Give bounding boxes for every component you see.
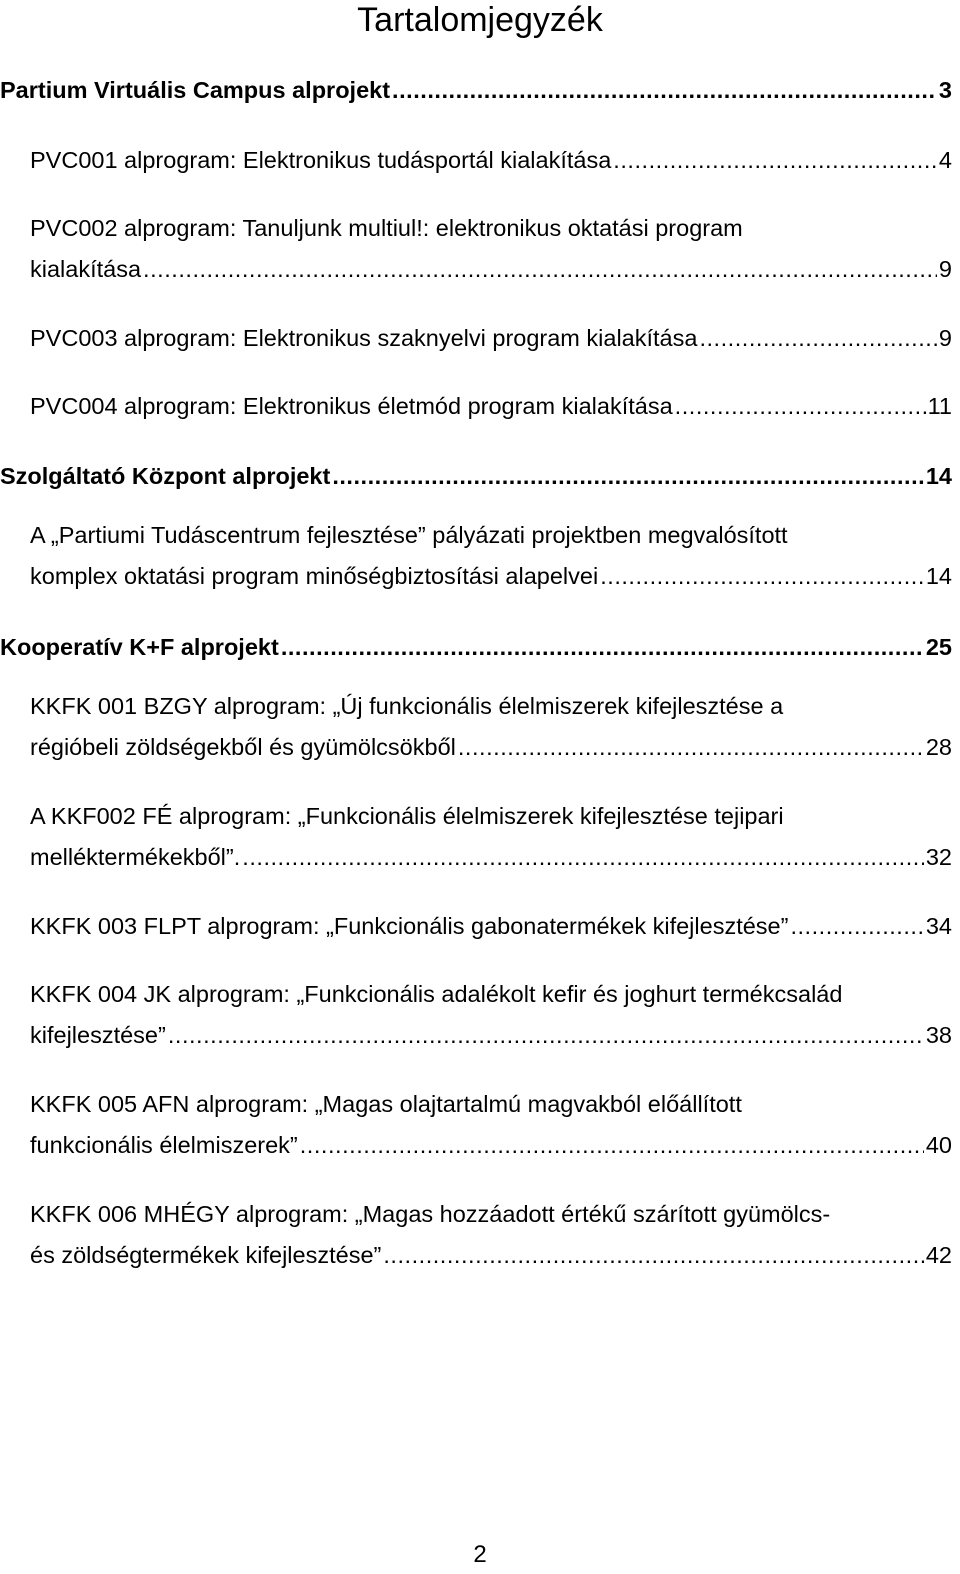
toc-page-number: 3: [938, 77, 952, 103]
dot-leader: [790, 906, 923, 947]
dot-leader: [332, 456, 924, 497]
toc-entry-line: [30, 318, 952, 359]
dot-leader: [300, 1125, 924, 1166]
toc-entry-line: [0, 627, 952, 668]
toc-entry[interactable]: [0, 70, 952, 111]
toc-entry-line: [30, 1015, 952, 1056]
toc-entry-line: [0, 456, 952, 497]
toc-entry-text: A „Partiumi Tudáscentrum fejlesztése” pályázati projektben megvalósított: [30, 522, 788, 548]
toc-entry-line: [30, 556, 952, 597]
dot-leader: [613, 140, 937, 181]
toc-page-number: 14: [925, 463, 952, 489]
toc-entry-text: melléktermékekből”.: [30, 844, 241, 870]
toc-entry[interactable]: [30, 515, 952, 597]
page-title: Tartalomjegyzék: [357, 1, 603, 39]
page-number: 2: [473, 1541, 487, 1568]
toc-entry-line: [30, 1235, 952, 1276]
toc-entry-text: PVC003 alprogram: Elektronikus szaknyelvi program kialakítása: [30, 325, 698, 351]
toc-entry-text: kialakítása: [30, 256, 142, 282]
toc-entry-text: Partium Virtuális Campus alprojekt: [0, 77, 391, 103]
toc-page-number: 25: [925, 634, 952, 660]
toc-page-number: 4: [938, 147, 952, 173]
dot-leader: [168, 1015, 924, 1056]
toc-entry-line: [0, 70, 952, 111]
toc-entry[interactable]: [30, 686, 952, 768]
toc-entry[interactable]: [30, 906, 952, 947]
toc-page-number: 28: [925, 734, 952, 760]
dot-leader: [699, 318, 936, 359]
toc-entry[interactable]: [30, 974, 952, 1056]
toc-page-number: 11: [927, 393, 952, 419]
toc-page-number: 9: [938, 325, 952, 351]
toc-page-number: 42: [925, 1242, 952, 1268]
toc-entry-line: [30, 727, 952, 768]
toc-entry-line: [30, 249, 952, 290]
toc-entry-line: [30, 140, 952, 181]
toc-entry[interactable]: [30, 1194, 952, 1276]
toc-entry[interactable]: [30, 796, 952, 878]
toc-entry-text: PVC001 alprogram: Elektronikus tudásportál kialakítása: [30, 147, 612, 173]
toc-entry-line: [30, 837, 952, 878]
toc-entry-text: Kooperatív K+F alprojekt: [0, 634, 279, 660]
toc-entry-text: kifejlesztése”: [30, 1022, 166, 1048]
toc-entry-text: és zöldségtermékek kifejlesztése”: [30, 1242, 382, 1268]
toc-entry-text: KKFK 004 JK alprogram: „Funkcionális adalékolt kefir és joghurt termékcsalád: [30, 981, 843, 1007]
toc-page-number: 38: [925, 1022, 952, 1048]
toc-entry[interactable]: [30, 140, 952, 181]
toc-page-number: 32: [925, 844, 952, 870]
dot-leader: [392, 70, 937, 111]
dot-leader: [383, 1235, 924, 1276]
toc-entry-line: [30, 1125, 952, 1166]
toc-entry-text: funkcionális élelmiszerek”: [30, 1132, 298, 1158]
toc-page-number: 9: [938, 256, 952, 282]
toc-entry[interactable]: [30, 386, 952, 427]
toc-page-number: 14: [925, 563, 952, 589]
dot-leader: [242, 837, 924, 878]
toc-page-number: 34: [925, 913, 952, 939]
toc-entry-text: PVC002 alprogram: Tanuljunk multiul!: elektronikus oktatási program: [30, 215, 743, 241]
toc-entry[interactable]: [30, 1084, 952, 1166]
toc-entry-line: [30, 906, 952, 947]
dot-leader: [281, 627, 924, 668]
toc-entry-text: KKFK 006 MHÉGY alprogram: „Magas hozzáadott értékű szárított gyümölcs-: [30, 1201, 831, 1227]
toc-entry-text: KKFK 001 BZGY alprogram: „Új funkcionális élelmiszerek kifejlesztése a: [30, 693, 784, 719]
toc-entry-text: KKFK 005 AFN alprogram: „Magas olajtartalmú magvakból előállított: [30, 1091, 742, 1117]
toc-entry[interactable]: [30, 318, 952, 359]
toc-entry-line: [30, 386, 952, 427]
dot-leader: [143, 249, 937, 290]
toc-entry[interactable]: [0, 456, 952, 497]
toc-entry-text: PVC004 alprogram: Elektronikus életmód program kialakítása: [30, 393, 673, 419]
toc-page-number: 40: [925, 1132, 952, 1158]
dot-leader: [600, 556, 924, 597]
toc-entry[interactable]: [0, 627, 952, 668]
toc-entry-text: Szolgáltató Központ alprojekt: [0, 463, 331, 489]
toc-entry-text: régióbeli zöldségekből és gyümölcsökből: [30, 734, 456, 760]
toc-entry-text: KKFK 003 FLPT alprogram: „Funkcionális gabonatermékek kifejlesztése”: [30, 913, 789, 939]
toc-entry[interactable]: [30, 208, 952, 290]
toc-entry-text: A KKF002 FÉ alprogram: „Funkcionális élelmiszerek kifejlesztése tejipari: [30, 803, 784, 829]
dot-leader: [675, 386, 926, 427]
toc-entry-text: komplex oktatási program minőségbiztosítási alapelvei: [30, 563, 599, 589]
dot-leader: [458, 727, 924, 768]
